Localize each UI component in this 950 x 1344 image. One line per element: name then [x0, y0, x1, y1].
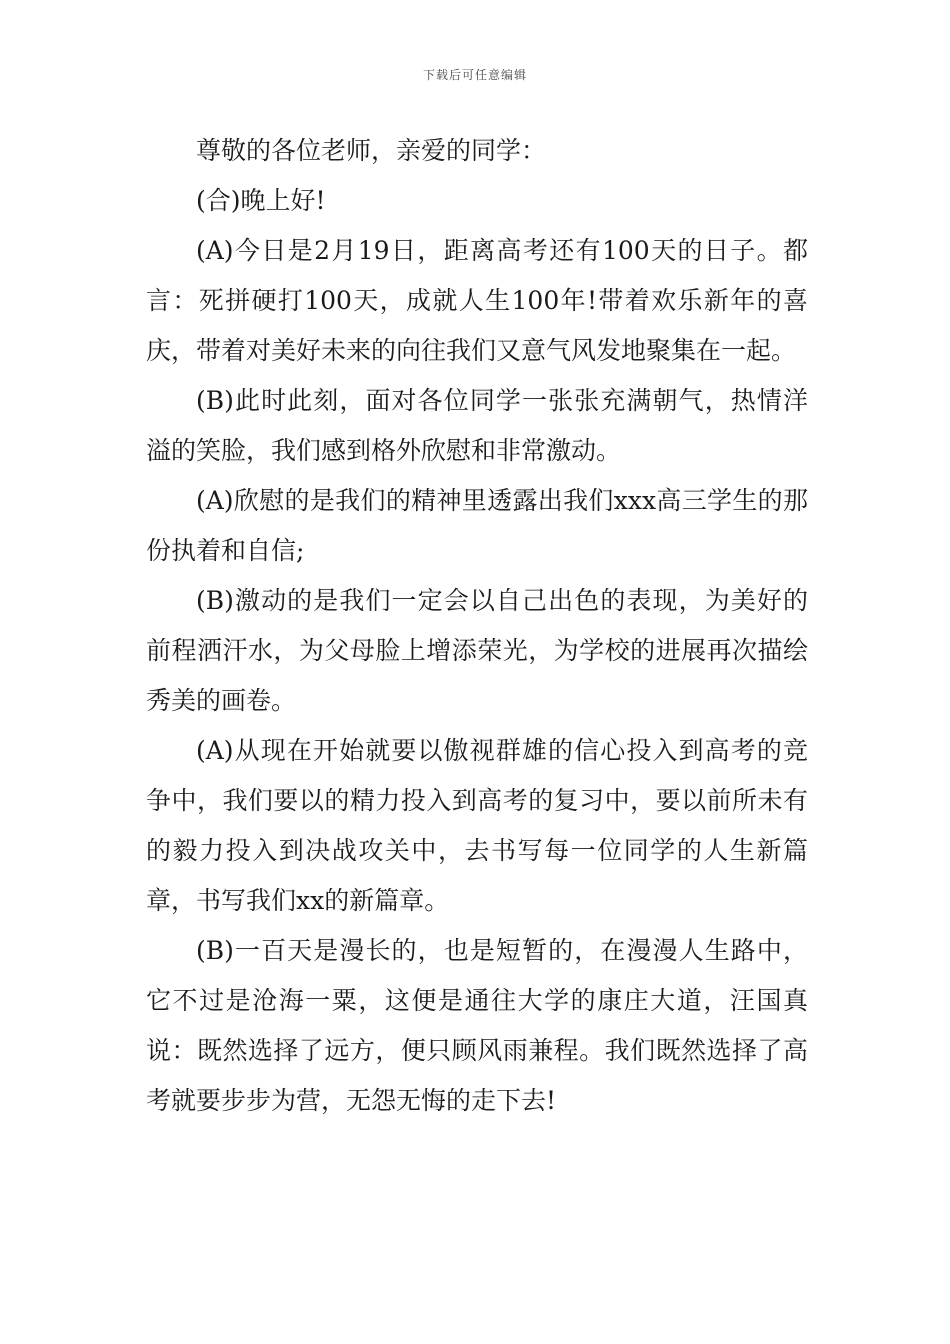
- paragraph-a-intro: (A)今日是2月19日，距离高考还有100天的日子。都言：死拼硬打100天，成就人生100年!带着欢乐新年的喜庆，带着对美好未来的向往我们又意气风发地聚集在一起。: [146, 236, 808, 365]
- paragraph-b-excitement: (B)激动的是我们一定会以自己出色的表现，为美好的前程洒汗水，为父母脸上增添荣光，为学校的进展再次描绘秀美的画卷。: [146, 586, 808, 715]
- header-note: 下载后可任意编辑: [422, 68, 527, 82]
- paragraph-a-competition: (A)从现在开始就要以傲视群雄的信心投入到高考的竞争中，我们要以的精力投入到高考的复习中，要以前所未有的毅力投入到决战攻关中，去书写每一位同学的人生新篇章，书写我们xx的新篇章。: [146, 736, 808, 915]
- document-body: [146, 126, 808, 1126]
- paragraph-greeting: 尊敬的各位老师，亲爱的同学：: [196, 136, 547, 165]
- paragraph-good-evening: (合)晚上好!: [196, 186, 326, 215]
- paragraph-b-hundred-days: (B)一百天是漫长的，也是短暂的，在漫漫人生路中，它不过是沧海一粟，这便是通往大学的康庄大道，汪国真说：既然选择了远方，便只顾风雨兼程。我们既然选择了高考就要步步为营，无怨无悔的走下去!: [146, 936, 808, 1115]
- paragraph-a-pride: (A)欣慰的是我们的精神里透露出我们xxx高三学生的那份执着和自信;: [146, 486, 808, 565]
- paragraph-b-moment: (B)此时此刻，面对各位同学一张张充满朝气，热情洋溢的笑脸，我们感到格外欣慰和非常激动。: [146, 386, 808, 465]
